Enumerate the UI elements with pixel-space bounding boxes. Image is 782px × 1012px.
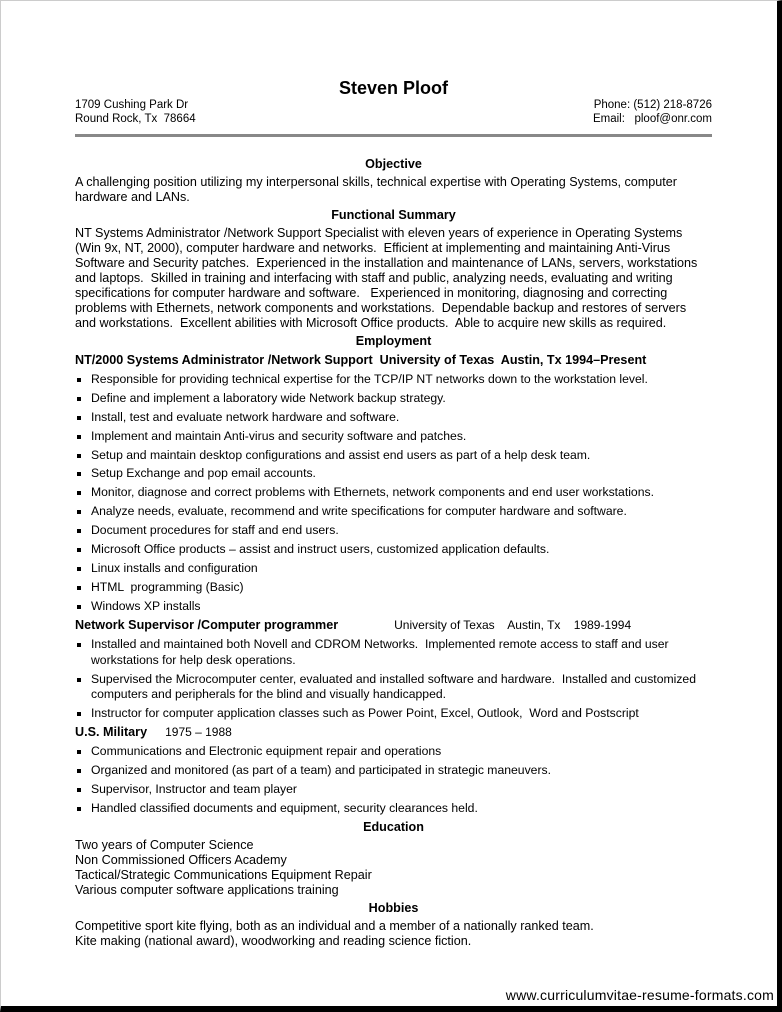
- header-divider: [75, 134, 712, 137]
- bullet-item: [75, 599, 712, 615]
- bullet-text: workstations for help desk operations.: [91, 652, 296, 667]
- objective-line: hardware and LANs.: [75, 190, 190, 204]
- job-title: NT/2000 Systems Administrator /Network Support University of Texas Austin, Tx 1994–Present: [75, 353, 647, 367]
- job-details: 1975 – 1988: [165, 725, 232, 740]
- bullet-text: Windows XP installs: [91, 598, 201, 613]
- bullet-item: [75, 466, 712, 482]
- education-line: Two years of Computer Science: [75, 838, 254, 853]
- bullet-text: Document procedures for staff and end users.: [91, 523, 339, 538]
- hobbies-line: Competitive sport kite flying, both as an individual and a member of a nationally ranked team.: [75, 919, 594, 934]
- contact-block: [75, 98, 712, 126]
- resume-content: [75, 78, 712, 949]
- education-text: [75, 838, 712, 898]
- job-bullets: [75, 637, 712, 721]
- objective-line: A challenging position utilizing my interpersonal skills, technical expertise with Operating Systems, computer: [75, 175, 677, 189]
- summary-line: and laptops. Skilled in training and interfacing with staff and public, analyzing needs, evaluating and writing: [75, 271, 673, 285]
- bullet-item: [75, 782, 712, 798]
- bullet-text: Linux installs and configuration: [91, 560, 258, 575]
- job-details: University of Texas Austin, Tx 1989-1994: [394, 618, 632, 633]
- employment-heading: Employment: [355, 334, 432, 348]
- objective-text: [75, 175, 712, 205]
- bullet-item: [75, 504, 712, 520]
- education-line: Tactical/Strategic Communications Equipment Repair: [75, 868, 372, 883]
- bullet-text: Supervisor, Instructor and team player: [91, 782, 297, 797]
- employment-list: [75, 353, 712, 817]
- footer-url: www.curriculumvitae-resume-formats.com: [505, 987, 774, 1003]
- bullet-item: [75, 523, 712, 539]
- bullet-text: Microsoft Office products – assist and instruct users, customized application defaults.: [91, 542, 550, 557]
- bullet-text: Define and implement a laboratory wide Network backup strategy.: [91, 390, 446, 405]
- education-heading: Education: [363, 820, 424, 835]
- objective-heading: Objective: [365, 157, 422, 171]
- email: Email: ploof@onr.com: [592, 113, 712, 125]
- bullet-text: HTML programming (Basic): [91, 579, 244, 594]
- job-bullets: [75, 744, 712, 816]
- summary-line: problems with Ethernets, network components and workstations. Dependable backup and restores of servers: [75, 301, 687, 315]
- job-bullets: [75, 372, 712, 614]
- summary-line: (Win 9x, NT, 2000), computer hardware and networks. Efficient at implementing and maintaining Anti-Virus: [75, 241, 671, 255]
- hobbies-heading: Hobbies: [368, 901, 419, 916]
- education-line: Non Commissioned Officers Academy: [75, 853, 287, 868]
- address-line-2: Round Rock, Tx 78664: [75, 113, 196, 125]
- hobbies-text: [75, 919, 712, 949]
- bullet-item: [75, 391, 712, 407]
- bullet-text: Supervised the Microcomputer center, evaluated and installed software and hardware. Installed and customized: [91, 671, 696, 686]
- bullet-text: Handled classified documents and equipment, security clearances held.: [91, 801, 478, 816]
- bullet-item: [75, 637, 712, 668]
- bullet-text: Implement and maintain Anti-virus and security software and patches.: [91, 428, 467, 443]
- job-heading: [75, 725, 712, 740]
- bullet-text: Organized and monitored (as part of a team) and participated in strategic maneuvers.: [91, 763, 551, 778]
- bullet-item: [75, 410, 712, 426]
- bullet-text: Monitor, diagnose and correct problems with Ethernets, network components and end user workstations.: [91, 485, 654, 500]
- bullet-text: Communications and Electronic equipment repair and operations: [91, 744, 442, 759]
- bullet-text: Setup Exchange and pop email accounts.: [91, 466, 316, 481]
- bullet-item: [75, 763, 712, 779]
- bullet-text: Responsible for providing technical expertise for the TCP/IP NT networks down to the workstation level.: [91, 372, 648, 386]
- bullet-text: Setup and maintain desktop configurations and assist end users as part of a help desk team.: [91, 447, 591, 462]
- bullet-item: [75, 372, 712, 388]
- job-heading: [75, 353, 712, 368]
- bullet-item: [75, 429, 712, 445]
- job-title: Network Supervisor /Computer programmer: [75, 618, 339, 633]
- summary-line: and workstations. Excellent abilities with Microsoft Office products. Able to acquire new skills as required.: [75, 316, 667, 330]
- bullet-item: [75, 580, 712, 596]
- bullet-text: Installed and maintained both Novell and CDROM Networks. Implemented remote access to staff and user: [91, 637, 669, 652]
- summary-line: Software and Security patches. Experienced in the installation and maintenance of LANs, servers, workstations: [75, 256, 698, 270]
- bullet-text: computers and peripherals for the blind and visually handicapped.: [91, 687, 447, 702]
- bullet-text: Analyze needs, evaluate, recommend and write specifications for computer hardware and software.: [91, 504, 627, 519]
- summary-text: [75, 226, 712, 331]
- bullet-item: [75, 672, 712, 703]
- bullet-item: [75, 706, 712, 722]
- hobbies-line: Kite making (national award), woodworking and reading science fiction.: [75, 934, 472, 949]
- bullet-item: [75, 448, 712, 464]
- job-heading: [75, 618, 712, 633]
- summary-heading: Functional Summary: [331, 208, 456, 222]
- candidate-name: Steven Ploof: [338, 78, 449, 98]
- summary-line: specifications for computer hardware and software. Experienced in monitoring, diagnosing and correcting: [75, 286, 668, 300]
- phone: Phone: (512) 218-8726: [593, 99, 712, 111]
- bullet-item: [75, 561, 712, 577]
- bullet-item: [75, 801, 712, 817]
- address-line-1: 1709 Cushing Park Dr: [75, 99, 189, 111]
- bullet-item: [75, 744, 712, 760]
- bullet-item: [75, 542, 712, 558]
- summary-line: NT Systems Administrator /Network Support Specialist with eleven years of experience in Operating Systems: [75, 226, 683, 240]
- education-line: Various computer software applications training: [75, 883, 339, 898]
- bullet-item: [75, 485, 712, 501]
- bullet-text: Instructor for computer application classes such as Power Point, Excel, Outlook, Word and Postscript: [91, 705, 639, 720]
- bullet-text: Install, test and evaluate network hardware and software.: [91, 409, 400, 424]
- job-title: U.S. Military: [75, 725, 148, 740]
